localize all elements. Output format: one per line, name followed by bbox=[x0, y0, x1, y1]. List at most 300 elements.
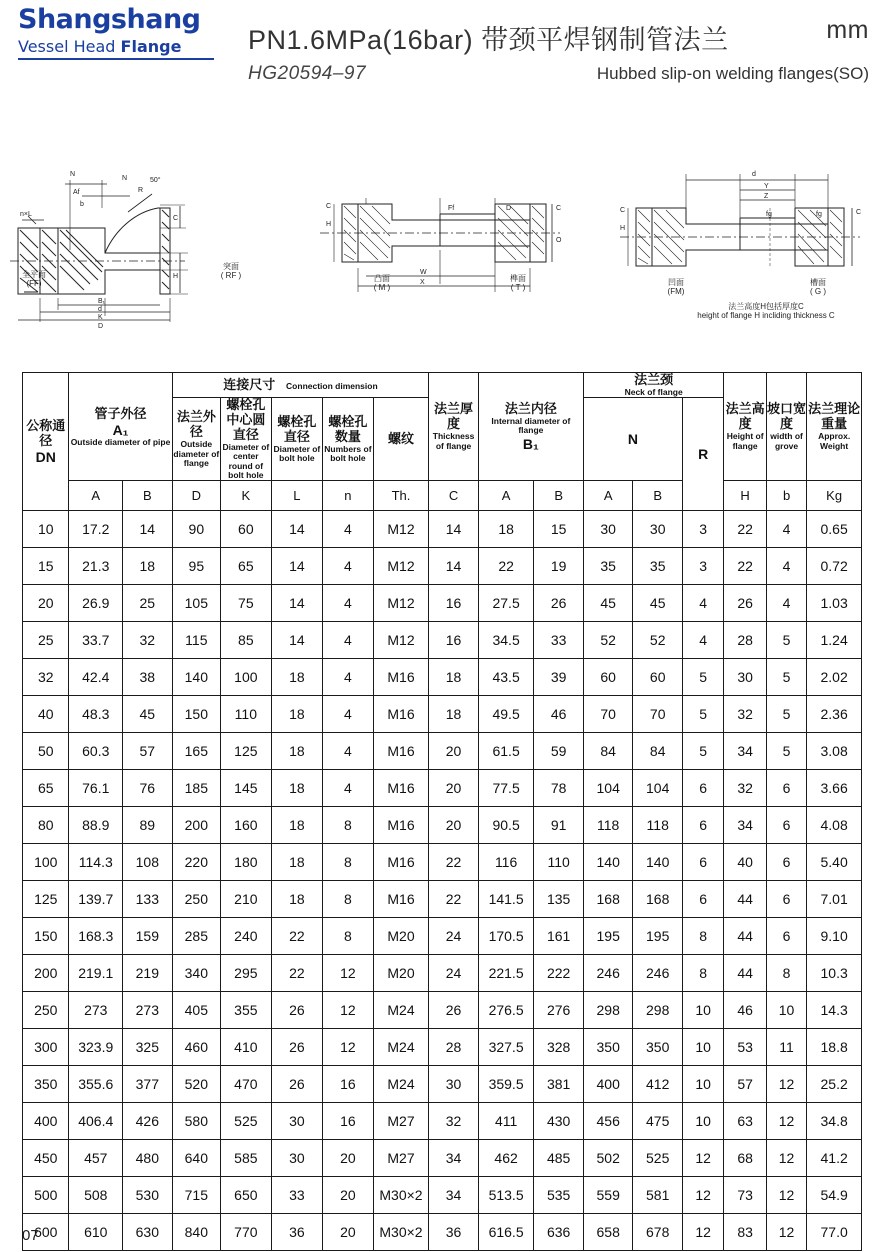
table-cell: 222 bbox=[534, 955, 584, 992]
svg-text:d: d bbox=[752, 171, 756, 178]
table-row bbox=[23, 770, 862, 807]
table-cell: 41.2 bbox=[807, 1140, 862, 1177]
table-cell: 43.5 bbox=[478, 659, 534, 696]
table-cell: 412 bbox=[633, 1066, 683, 1103]
table-cell: 426 bbox=[123, 1103, 173, 1140]
table-cell: 21.3 bbox=[69, 548, 123, 585]
svg-text:50°: 50° bbox=[150, 177, 161, 184]
cell-dn: 600 bbox=[23, 1214, 69, 1251]
table-cell: 610 bbox=[69, 1214, 123, 1251]
table-row bbox=[23, 1029, 862, 1066]
table-cell: 325 bbox=[123, 1029, 173, 1066]
table-cell: 6 bbox=[766, 807, 806, 844]
th-connection-cn: 连接尺寸 bbox=[223, 377, 276, 393]
table-cell: 6 bbox=[682, 881, 723, 918]
table-cell: 678 bbox=[633, 1214, 683, 1251]
table-cell: 108 bbox=[123, 844, 173, 881]
th-connection bbox=[172, 373, 429, 398]
table-cell: 70 bbox=[583, 696, 633, 733]
table-cell: 32 bbox=[123, 622, 173, 659]
table-cell: 4 bbox=[682, 622, 723, 659]
table-cell: 34 bbox=[724, 733, 766, 770]
table-cell: 5 bbox=[766, 696, 806, 733]
svg-text:N: N bbox=[122, 175, 128, 182]
label-male-face: 凸面 ( M ) bbox=[373, 274, 391, 293]
table-cell: 460 bbox=[172, 1029, 221, 1066]
table-cell: M30×2 bbox=[373, 1177, 429, 1214]
table-cell: 145 bbox=[221, 770, 272, 807]
table-cell: 20 bbox=[323, 1140, 374, 1177]
cell-dn: 20 bbox=[23, 585, 69, 622]
table-cell: 35 bbox=[633, 548, 683, 585]
label-female-face: 凹面 (FM) bbox=[667, 278, 685, 297]
table-cell: 30 bbox=[271, 1103, 323, 1140]
table-row bbox=[23, 733, 862, 770]
table-cell: 18 bbox=[271, 770, 323, 807]
table-row bbox=[23, 918, 862, 955]
table-cell: M16 bbox=[373, 733, 429, 770]
table-cell: 17.2 bbox=[69, 511, 123, 548]
cell-dn: 150 bbox=[23, 918, 69, 955]
table-cell: 30 bbox=[724, 659, 766, 696]
table-cell: 4 bbox=[323, 511, 374, 548]
table-cell: 22 bbox=[271, 918, 323, 955]
table-cell: 118 bbox=[633, 807, 683, 844]
table-cell: 76 bbox=[123, 770, 173, 807]
table-cell: 15 bbox=[534, 511, 584, 548]
table-cell: 200 bbox=[172, 807, 221, 844]
svg-text:fg: fg bbox=[816, 211, 822, 218]
th-pipe-en: Outside diameter of pipe bbox=[70, 436, 171, 447]
table-cell: 70 bbox=[633, 696, 683, 733]
table-cell: 59 bbox=[534, 733, 584, 770]
table-cell: 20 bbox=[429, 733, 479, 770]
table-cell: 85 bbox=[221, 622, 272, 659]
table-cell: 4.08 bbox=[807, 807, 862, 844]
table-cell: 52 bbox=[583, 622, 633, 659]
table-cell: 185 bbox=[172, 770, 221, 807]
table-row bbox=[23, 548, 862, 585]
table-cell: 33 bbox=[271, 1177, 323, 1214]
table-cell: M30×2 bbox=[373, 1214, 429, 1251]
table-cell: 36 bbox=[429, 1214, 479, 1251]
table-cell: 381 bbox=[534, 1066, 584, 1103]
table-cell: 90.5 bbox=[478, 807, 534, 844]
table-cell: 141.5 bbox=[478, 881, 534, 918]
table-cell: 25 bbox=[123, 585, 173, 622]
table-cell: 18 bbox=[271, 844, 323, 881]
table-cell: 135 bbox=[534, 881, 584, 918]
label-full-face: 全平面 (FF) bbox=[22, 270, 46, 289]
table-cell: 14 bbox=[271, 511, 323, 548]
th-sym-H: H bbox=[724, 481, 766, 511]
table-cell: 168 bbox=[583, 881, 633, 918]
table-row bbox=[23, 807, 862, 844]
table-cell: 285 bbox=[172, 918, 221, 955]
table-cell: 470 bbox=[221, 1066, 272, 1103]
table-cell: 5 bbox=[766, 659, 806, 696]
table-cell: M12 bbox=[373, 585, 429, 622]
table-cell: 5 bbox=[682, 659, 723, 696]
table-cell: 18.8 bbox=[807, 1029, 862, 1066]
table-cell: 48.3 bbox=[69, 696, 123, 733]
th-bolt-hole-num-cn: 螺栓孔数量 bbox=[328, 414, 368, 445]
svg-text:H: H bbox=[620, 225, 626, 232]
th-internal-diameter bbox=[478, 373, 583, 481]
table-cell: M20 bbox=[373, 918, 429, 955]
th-height-cn: 法兰高度 bbox=[725, 401, 765, 432]
table-cell: 6 bbox=[766, 770, 806, 807]
brand-underline bbox=[18, 58, 214, 60]
table-cell: 1.24 bbox=[807, 622, 862, 659]
table-cell: 328 bbox=[534, 1029, 584, 1066]
table-cell: 0.65 bbox=[807, 511, 862, 548]
table-cell: 210 bbox=[221, 881, 272, 918]
th-sym-K: K bbox=[221, 481, 272, 511]
table-row bbox=[23, 1177, 862, 1214]
table-cell: 0.72 bbox=[807, 548, 862, 585]
table-cell: 104 bbox=[633, 770, 683, 807]
table-cell: 49.5 bbox=[478, 696, 534, 733]
table-cell: 8 bbox=[766, 955, 806, 992]
table-cell: 4 bbox=[323, 659, 374, 696]
table-cell: 6 bbox=[766, 918, 806, 955]
cell-dn: 80 bbox=[23, 807, 69, 844]
table-cell: 350 bbox=[633, 1029, 683, 1066]
table-cell: 6 bbox=[682, 770, 723, 807]
svg-text:D: D bbox=[98, 323, 104, 330]
th-flange-od bbox=[172, 398, 221, 481]
table-cell: 9.10 bbox=[807, 918, 862, 955]
th-sym-C: C bbox=[429, 481, 479, 511]
table-cell: 4 bbox=[323, 548, 374, 585]
table-cell: 4 bbox=[682, 585, 723, 622]
table-cell: 12 bbox=[766, 1103, 806, 1140]
table-cell: 462 bbox=[478, 1140, 534, 1177]
table-cell: 34 bbox=[429, 1177, 479, 1214]
table-cell: M16 bbox=[373, 770, 429, 807]
table-cell: 12 bbox=[766, 1214, 806, 1251]
table-cell: 53 bbox=[724, 1029, 766, 1066]
table-cell: 57 bbox=[123, 733, 173, 770]
table-cell: 45 bbox=[633, 585, 683, 622]
table-cell: 12 bbox=[766, 1066, 806, 1103]
table-cell: 520 bbox=[172, 1066, 221, 1103]
cell-dn: 65 bbox=[23, 770, 69, 807]
table-cell: 585 bbox=[221, 1140, 272, 1177]
table-cell: 161 bbox=[534, 918, 584, 955]
table-cell: 10 bbox=[766, 992, 806, 1029]
table-cell: 377 bbox=[123, 1066, 173, 1103]
th-thickness bbox=[429, 373, 479, 481]
svg-text:n×L: n×L bbox=[20, 211, 32, 218]
table-cell: M12 bbox=[373, 511, 429, 548]
table-cell: 25.2 bbox=[807, 1066, 862, 1103]
th-bolt-hole-num-en: Numbers of bolt hole bbox=[324, 443, 372, 464]
page-header bbox=[0, 0, 883, 110]
svg-text:C: C bbox=[556, 205, 562, 212]
spec-table-container bbox=[22, 372, 862, 1251]
th-neck-n-sym: N bbox=[627, 431, 638, 448]
table-cell: M24 bbox=[373, 1066, 429, 1103]
table-cell: 4 bbox=[766, 511, 806, 548]
table-cell: 61.5 bbox=[478, 733, 534, 770]
table-cell: 4 bbox=[323, 733, 374, 770]
th-dn bbox=[23, 373, 69, 511]
table-cell: 4 bbox=[323, 696, 374, 733]
th-bolt-hole-num bbox=[323, 398, 374, 481]
table-cell: 636 bbox=[534, 1214, 584, 1251]
cell-dn: 25 bbox=[23, 622, 69, 659]
table-cell: 840 bbox=[172, 1214, 221, 1251]
table-cell: 26 bbox=[271, 992, 323, 1029]
table-cell: 20 bbox=[429, 807, 479, 844]
table-cell: 20 bbox=[323, 1214, 374, 1251]
brand-subtitle-left: Vessel Head bbox=[18, 37, 116, 56]
th-neck-n bbox=[583, 398, 682, 481]
table-cell: 45 bbox=[583, 585, 633, 622]
table-cell: 513.5 bbox=[478, 1177, 534, 1214]
table-cell: 219 bbox=[123, 955, 173, 992]
th-internal-sym: B₁ bbox=[522, 435, 539, 452]
table-cell: 10 bbox=[682, 1029, 723, 1066]
table-cell: 5 bbox=[766, 622, 806, 659]
table-cell: 11 bbox=[766, 1029, 806, 1066]
svg-text:D: D bbox=[506, 205, 512, 212]
table-cell: 116 bbox=[478, 844, 534, 881]
cell-dn: 400 bbox=[23, 1103, 69, 1140]
table-cell: 480 bbox=[123, 1140, 173, 1177]
table-cell: 14 bbox=[271, 622, 323, 659]
svg-text:Af: Af bbox=[73, 189, 80, 196]
table-cell: 7.01 bbox=[807, 881, 862, 918]
table-cell: 46 bbox=[724, 992, 766, 1029]
table-cell: 139.7 bbox=[69, 881, 123, 918]
table-cell: 12 bbox=[766, 1177, 806, 1214]
th-pipe-cn: 管子外径 bbox=[94, 405, 147, 421]
table-cell: 33 bbox=[534, 622, 584, 659]
table-cell: 3.66 bbox=[807, 770, 862, 807]
table-cell: 115 bbox=[172, 622, 221, 659]
table-cell: 45 bbox=[123, 696, 173, 733]
table-cell: 770 bbox=[221, 1214, 272, 1251]
table-cell: 8 bbox=[323, 844, 374, 881]
table-cell: 195 bbox=[633, 918, 683, 955]
drawing-left-svg bbox=[10, 150, 290, 330]
th-internal-en: Internal diameter of flange bbox=[491, 415, 571, 436]
table-cell: 24 bbox=[429, 918, 479, 955]
table-cell: 456 bbox=[583, 1103, 633, 1140]
th-height bbox=[724, 373, 766, 481]
table-cell: 16 bbox=[323, 1103, 374, 1140]
th-thickness-cn: 法兰厚度 bbox=[434, 401, 474, 432]
table-cell: 298 bbox=[633, 992, 683, 1029]
title-block bbox=[248, 18, 875, 85]
table-cell: 170.5 bbox=[478, 918, 534, 955]
table-cell: 10 bbox=[682, 1066, 723, 1103]
table-cell: 4 bbox=[323, 622, 374, 659]
table-cell: 10 bbox=[682, 1103, 723, 1140]
table-cell: 18 bbox=[271, 881, 323, 918]
cell-dn: 40 bbox=[23, 696, 69, 733]
table-cell: 165 bbox=[172, 733, 221, 770]
svg-text:R: R bbox=[138, 187, 144, 194]
table-cell: M27 bbox=[373, 1140, 429, 1177]
svg-text:N: N bbox=[70, 171, 76, 178]
table-cell: 140 bbox=[172, 659, 221, 696]
table-cell: 180 bbox=[221, 844, 272, 881]
th-sym-b: b bbox=[766, 481, 806, 511]
table-cell: 34 bbox=[724, 807, 766, 844]
table-cell: 246 bbox=[583, 955, 633, 992]
table-cell: 110 bbox=[534, 844, 584, 881]
th-sym-Th: Th. bbox=[373, 481, 429, 511]
table-row bbox=[23, 622, 862, 659]
table-cell: 6 bbox=[766, 844, 806, 881]
standard-code: HG20594–97 bbox=[248, 63, 367, 84]
page-title-en: Hubbed slip-on welding flanges(SO) bbox=[596, 64, 869, 83]
table-cell: 1.03 bbox=[807, 585, 862, 622]
table-cell: 36 bbox=[271, 1214, 323, 1251]
table-cell: 246 bbox=[633, 955, 683, 992]
cell-dn: 125 bbox=[23, 881, 69, 918]
th-dn-sym: DN bbox=[35, 448, 56, 465]
table-cell: 18 bbox=[123, 548, 173, 585]
th-weight bbox=[807, 373, 862, 481]
table-cell: M16 bbox=[373, 659, 429, 696]
table-cell: 46 bbox=[534, 696, 584, 733]
flange-spec-table bbox=[22, 372, 862, 1251]
table-cell: 12 bbox=[682, 1214, 723, 1251]
table-cell: 14 bbox=[271, 548, 323, 585]
table-cell: 104 bbox=[583, 770, 633, 807]
table-cell: M20 bbox=[373, 955, 429, 992]
th-bolt-hole-dia bbox=[271, 398, 323, 481]
cell-dn: 450 bbox=[23, 1140, 69, 1177]
th-neck-en: Neck of flange bbox=[624, 386, 683, 397]
table-row bbox=[23, 1066, 862, 1103]
th-sym-n: n bbox=[323, 481, 374, 511]
th-neck-cn: 法兰颈 bbox=[634, 372, 674, 387]
svg-text:Z: Z bbox=[764, 193, 769, 200]
table-cell: 168.3 bbox=[69, 918, 123, 955]
drawing-female-groove-face bbox=[620, 150, 870, 330]
page-title bbox=[248, 18, 875, 57]
th-flange-od-en: Outside diameter of flange bbox=[173, 439, 220, 468]
table-cell: 508 bbox=[69, 1177, 123, 1214]
table-cell: 8 bbox=[682, 918, 723, 955]
svg-text:d: d bbox=[98, 306, 102, 313]
th-neck-r-sym: R bbox=[698, 446, 709, 463]
table-cell: 160 bbox=[221, 807, 272, 844]
drawing-slip-on-flange bbox=[10, 150, 290, 335]
th-sym-neckB: B bbox=[633, 481, 683, 511]
unit-label: mm bbox=[826, 16, 869, 44]
table-cell: 411 bbox=[478, 1103, 534, 1140]
table-cell: 30 bbox=[271, 1140, 323, 1177]
table-cell: 22 bbox=[429, 881, 479, 918]
table-cell: 168 bbox=[633, 881, 683, 918]
cell-dn: 50 bbox=[23, 733, 69, 770]
table-cell: 22 bbox=[271, 955, 323, 992]
table-cell: M16 bbox=[373, 807, 429, 844]
table-cell: 12 bbox=[323, 992, 374, 1029]
th-thread-cn: 螺纹 bbox=[387, 430, 414, 446]
label-tongue-face: 榫面 ( T ) bbox=[510, 274, 526, 293]
table-cell: 38 bbox=[123, 659, 173, 696]
table-cell: 150 bbox=[172, 696, 221, 733]
th-height-en: Height of flange bbox=[726, 431, 764, 451]
svg-text:fg: fg bbox=[766, 211, 772, 218]
table-cell: 457 bbox=[69, 1140, 123, 1177]
th-bolt-hole-dia-en: Diameter of bolt hole bbox=[273, 443, 321, 464]
table-cell: 195 bbox=[583, 918, 633, 955]
table-cell: 114.3 bbox=[69, 844, 123, 881]
svg-text:C: C bbox=[856, 209, 862, 216]
technical-drawings bbox=[0, 124, 883, 330]
svg-text:H: H bbox=[173, 273, 179, 280]
table-cell: 54.9 bbox=[807, 1177, 862, 1214]
brand-logo bbox=[18, 6, 233, 60]
table-cell: 42.4 bbox=[69, 659, 123, 696]
cell-dn: 15 bbox=[23, 548, 69, 585]
th-sym-Kg: Kg bbox=[807, 481, 862, 511]
svg-text:C: C bbox=[173, 215, 179, 222]
table-cell: 18 bbox=[271, 659, 323, 696]
table-cell: 27.5 bbox=[478, 585, 534, 622]
svg-text:O: O bbox=[556, 237, 562, 244]
table-cell: 44 bbox=[724, 955, 766, 992]
cell-dn: 500 bbox=[23, 1177, 69, 1214]
table-cell: 3 bbox=[682, 548, 723, 585]
table-cell: 14 bbox=[123, 511, 173, 548]
table-cell: 34.8 bbox=[807, 1103, 862, 1140]
table-cell: 35 bbox=[583, 548, 633, 585]
th-thickness-en: Thickness of flange bbox=[432, 431, 475, 451]
table-cell: 60 bbox=[583, 659, 633, 696]
table-cell: 10.3 bbox=[807, 955, 862, 992]
table-cell: 327.5 bbox=[478, 1029, 534, 1066]
table-cell: 485 bbox=[534, 1140, 584, 1177]
th-weight-cn: 法兰理论重量 bbox=[808, 401, 861, 432]
svg-text:C: C bbox=[620, 207, 626, 214]
table-cell: 14 bbox=[429, 548, 479, 585]
th-thread bbox=[373, 398, 429, 481]
table-cell: M27 bbox=[373, 1103, 429, 1140]
table-cell: 3.08 bbox=[807, 733, 862, 770]
table-cell: 90 bbox=[172, 511, 221, 548]
table-cell: 26 bbox=[271, 1029, 323, 1066]
cell-dn: 250 bbox=[23, 992, 69, 1029]
brand-subtitle bbox=[18, 37, 233, 56]
table-cell: 14 bbox=[271, 585, 323, 622]
table-row bbox=[23, 992, 862, 1029]
th-weight-en: Approx. Weight bbox=[818, 431, 851, 451]
table-cell: 73 bbox=[724, 1177, 766, 1214]
table-row bbox=[23, 955, 862, 992]
table-cell: M12 bbox=[373, 548, 429, 585]
table-cell: 530 bbox=[123, 1177, 173, 1214]
table-cell: 18 bbox=[271, 733, 323, 770]
table-cell: 410 bbox=[221, 1029, 272, 1066]
table-cell: 18 bbox=[429, 659, 479, 696]
table-cell: 22 bbox=[724, 511, 766, 548]
table-cell: 32 bbox=[429, 1103, 479, 1140]
table-cell: 65 bbox=[221, 548, 272, 585]
label-groove-face: 槽面 ( G ) bbox=[810, 278, 826, 297]
table-header-row-symbols bbox=[23, 481, 862, 511]
table-cell: 28 bbox=[429, 1029, 479, 1066]
